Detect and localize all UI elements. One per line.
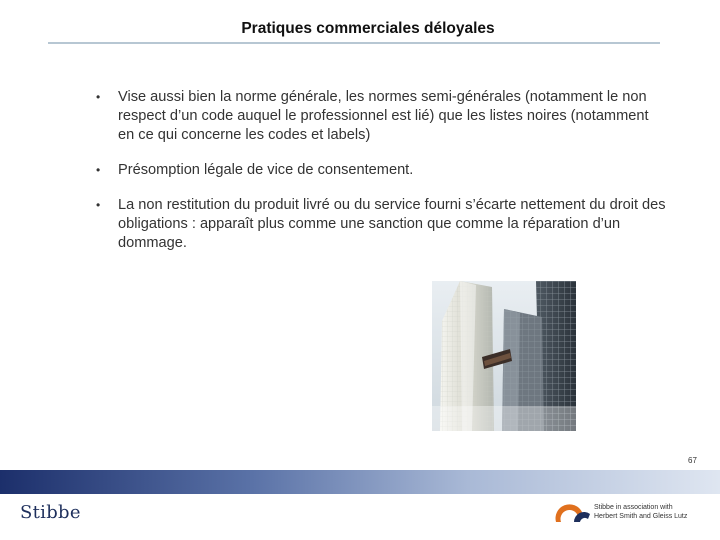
- skyscrapers-photo: [432, 281, 576, 431]
- bullet-list: [96, 88, 666, 269]
- bullet-text: Vise aussi bien la norme générale, les normes semi-générales (notamment le non respect d’un code auquel le professionnel est lié) que les listes noires (notamment en ce qui concerne les codes et labels): [118, 89, 649, 143]
- footer-partner-text: [594, 503, 687, 521]
- bullet-icon: •: [96, 163, 101, 177]
- bullet-item: [96, 196, 666, 253]
- stibbe-logo: Stibbe: [20, 502, 81, 523]
- bullet-icon: •: [96, 90, 101, 104]
- footer-band: [0, 470, 720, 494]
- bullet-icon: •: [96, 198, 101, 212]
- title-divider: [48, 42, 660, 44]
- slide-title: Pratiques commerciales déloyales: [241, 20, 495, 37]
- bullet-item: [96, 161, 666, 180]
- arc-logo-icon: [552, 500, 592, 526]
- footer-line-2: Herbert Smith and Gleiss Lutz: [594, 513, 688, 520]
- page-number: 67: [688, 456, 697, 465]
- bullet-item: [96, 88, 666, 145]
- footer-partner-logo: [552, 500, 712, 526]
- bullet-text: Présomption légale de vice de consentement.: [118, 162, 414, 178]
- bullet-text: La non restitution du produit livré ou du service fourni s’écarte nettement du droit des obligations : apparaît plus comme une sanction que comme la réparation d’un dommage.: [118, 197, 666, 251]
- footer-line-1: Stibbe in association with: [594, 504, 673, 511]
